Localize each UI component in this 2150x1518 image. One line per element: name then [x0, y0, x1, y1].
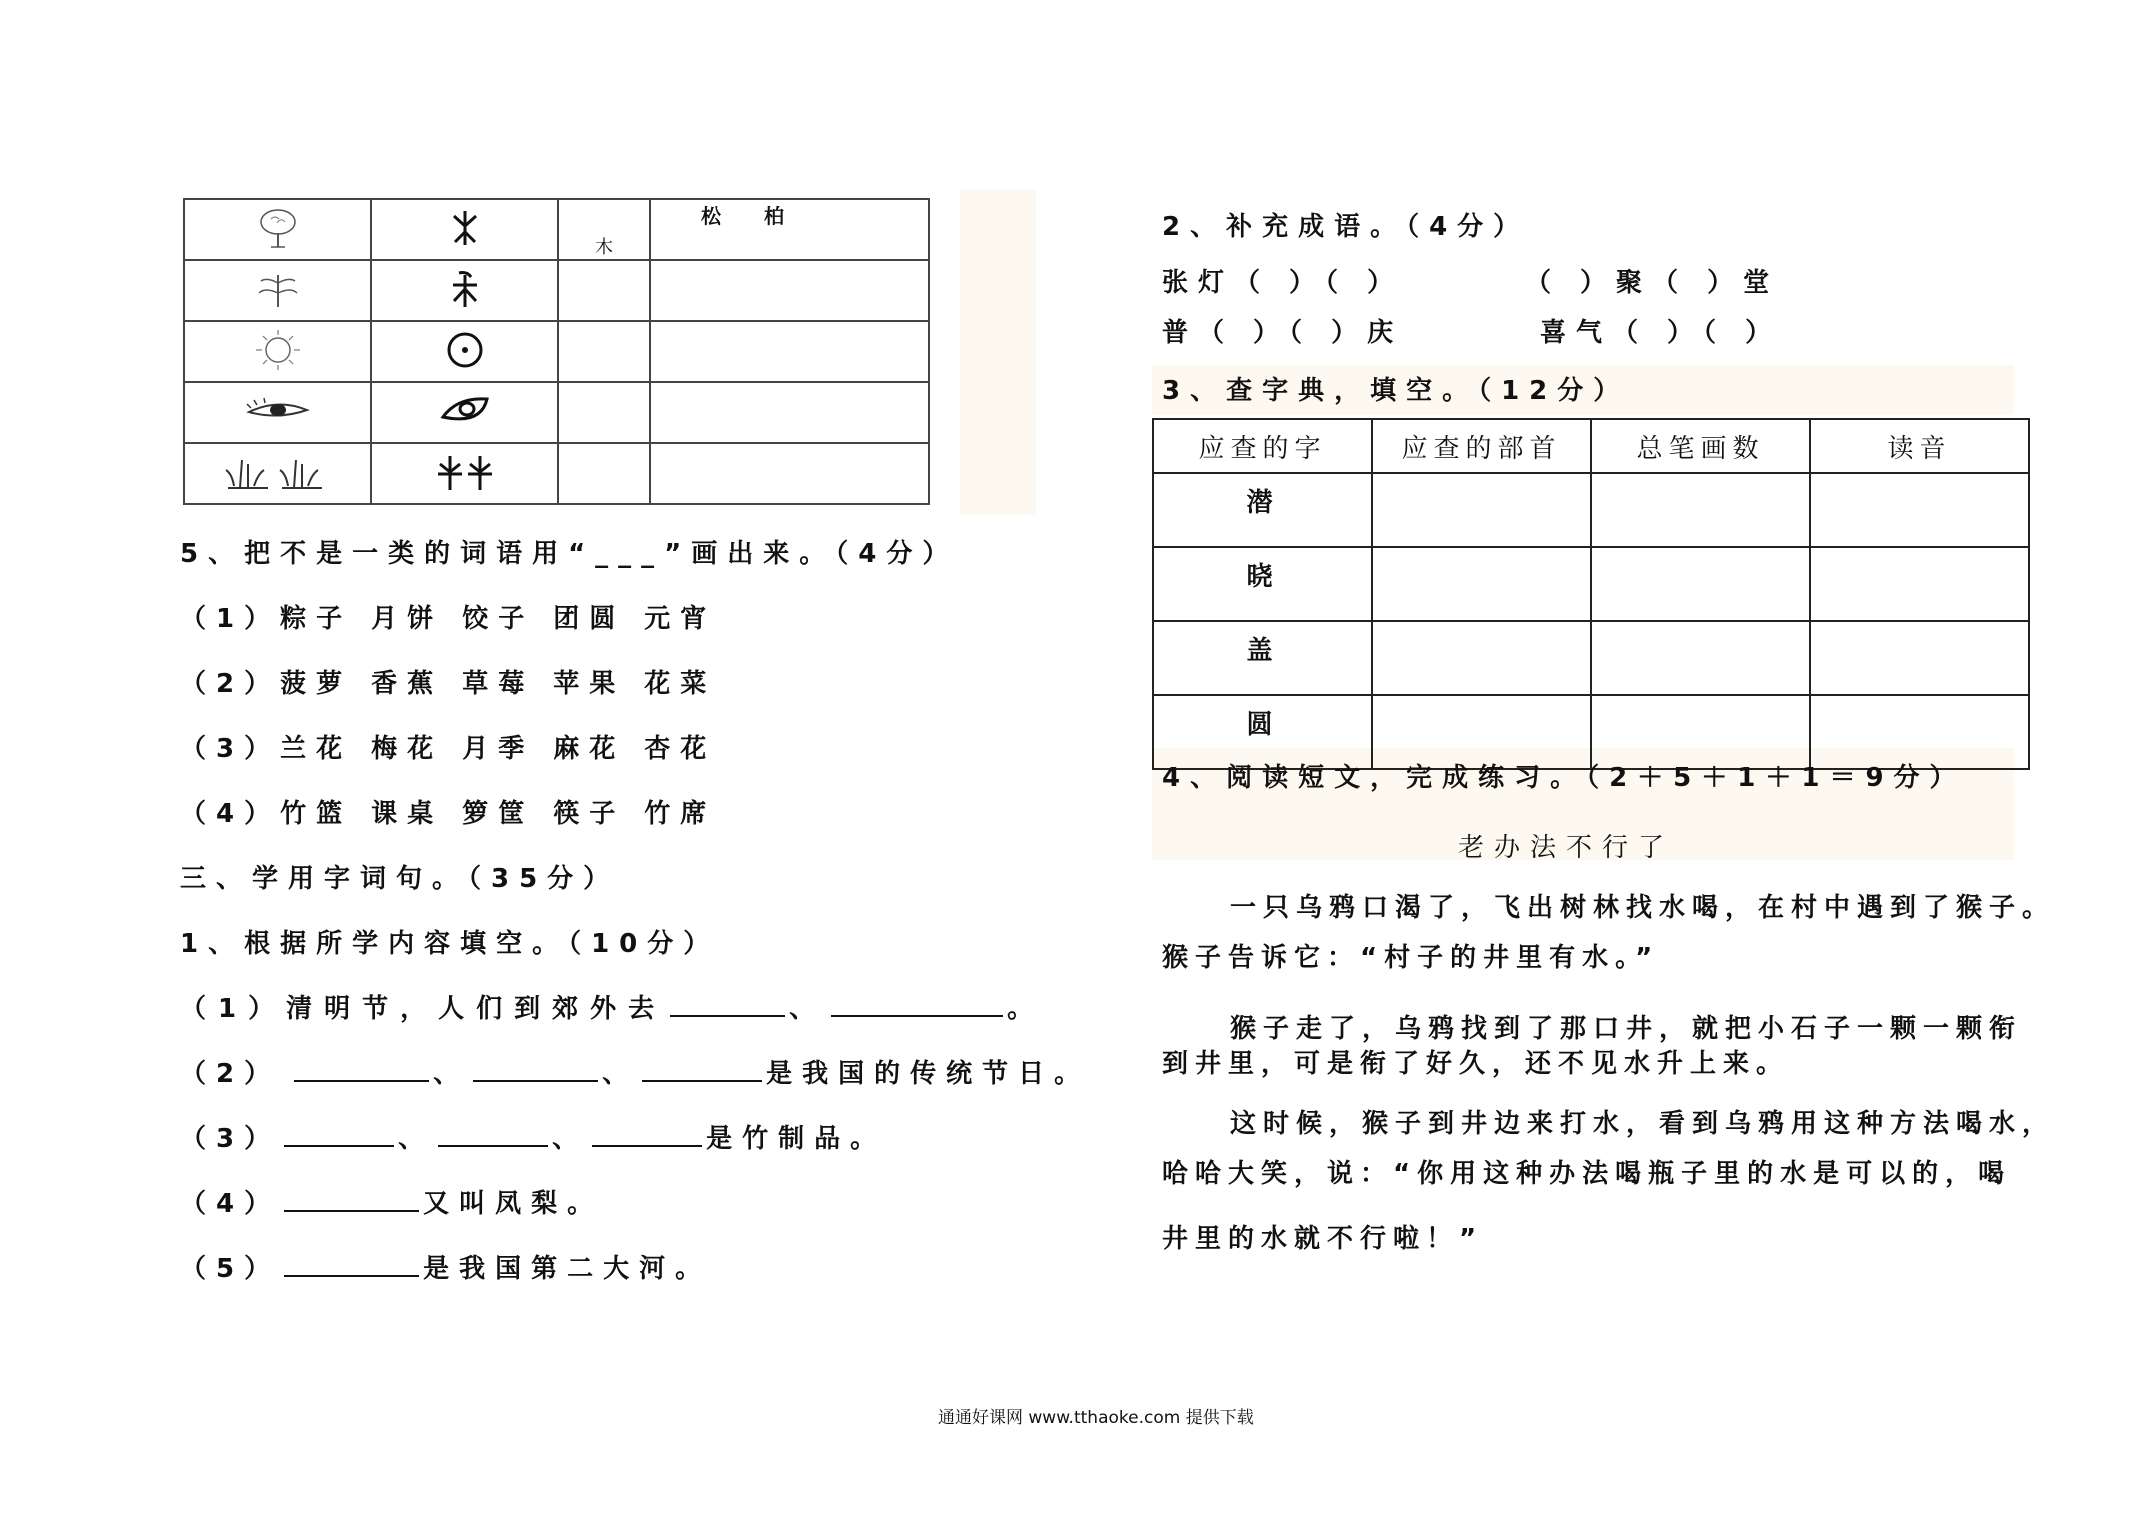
ancient-he-glyph [445, 269, 485, 309]
ancient-mu-glyph [445, 208, 485, 248]
story-paragraph-1-line-1: 一只乌鸦口渴了，飞出树林找水喝，在村中遇到了猴子。 [1230, 893, 2056, 923]
query-character: 潜 [1153, 473, 1372, 547]
ancient-glyph-cell [371, 260, 558, 321]
fill-line-5 [180, 1248, 711, 1285]
blank-cell[interactable] [650, 443, 929, 504]
idiom-3: 普（ ）（ ）庆 [1162, 318, 1404, 348]
story-paragraph-3-line-3: 井里的水就不行啦！” [1162, 1224, 1484, 1254]
answer-cell[interactable] [1591, 473, 1810, 547]
word-group-2: （2）菠萝 香蕉 草莓 苹果 花菜 [180, 669, 717, 699]
answer-cell[interactable] [1591, 547, 1810, 621]
separator: 、 [602, 1059, 639, 1089]
table-row [1153, 547, 2029, 621]
table-row [1153, 473, 2029, 547]
fill-line-text: （3） [180, 1124, 281, 1154]
blank-cell[interactable] [558, 443, 650, 504]
question-1-title: 1、根据所学内容填空。（10分） [180, 929, 720, 959]
idiom-2: （ ）聚（ ）堂 [1525, 268, 1780, 298]
answer-blank[interactable] [831, 989, 1003, 1017]
story-paragraph-2-line-2: 到井里，可是衔了好久，还不见水升上来。 [1162, 1049, 1790, 1079]
column-header: 应查的部首 [1372, 419, 1591, 473]
fill-line-text: （1）清明节，人们到郊外去 [180, 994, 667, 1024]
idiom-1: 张灯（ ）（ ） [1162, 268, 1404, 298]
line-end: 。 [1007, 994, 1046, 1024]
grass-icon [218, 452, 338, 492]
separator: 、 [398, 1124, 435, 1154]
column-header: 读音 [1810, 419, 2029, 473]
fill-line-1 [180, 988, 1045, 1025]
seedling-icon [253, 269, 303, 309]
answer-blank[interactable] [670, 989, 785, 1017]
section-3-title: 三、学用字词句。（35分） [180, 864, 620, 894]
fill-line-3 [180, 1118, 886, 1155]
answer-blank[interactable] [592, 1119, 702, 1147]
story-paragraph-3-line-1: 这时候，猴子到井边来打水，看到乌鸦用这种方法喝水， [1230, 1109, 2056, 1139]
blank-cell[interactable] [558, 260, 650, 321]
answer-cell[interactable] [1810, 621, 2029, 695]
question-5-title: 5、把不是一类的词语用“___”画出来。（4分） [180, 539, 959, 569]
answer-cell[interactable] [1810, 473, 2029, 547]
picture-cell [184, 321, 371, 382]
word-group-3: （3）兰花 梅花 月季 麻花 杏花 [180, 734, 717, 764]
separator: 、 [433, 1059, 470, 1089]
eye-icon [243, 396, 313, 426]
fill-line-4 [180, 1183, 603, 1220]
line-end: 是竹制品。 [706, 1124, 887, 1154]
blank-cell[interactable] [558, 321, 650, 382]
separator: 、 [552, 1124, 589, 1154]
story-title: 老办法不行了 [1458, 833, 1675, 863]
answer-blank[interactable] [473, 1054, 598, 1082]
line-end: 又叫凤梨。 [423, 1189, 604, 1219]
page-footer: 通通好课网 www.tthaoke.com 提供下载 [938, 1408, 1254, 1428]
shade-block [960, 190, 1036, 515]
fill-line-2 [180, 1053, 1090, 1090]
answer-cell[interactable] [1810, 547, 2029, 621]
header-mu: 木 [595, 237, 613, 258]
tree-icon [253, 207, 303, 249]
ancient-cao-glyph [430, 452, 500, 492]
query-character: 盖 [1153, 621, 1372, 695]
fill-line-text: （4） [180, 1189, 281, 1219]
ancient-mu-eye-glyph [437, 391, 493, 431]
blank-cell[interactable] [650, 321, 929, 382]
idiom-4: 喜气（ ）（ ） [1540, 318, 1782, 348]
query-character: 圆 [1153, 695, 1372, 769]
answer-cell[interactable] [1372, 473, 1591, 547]
blank-cell[interactable] [650, 260, 929, 321]
separator: 、 [789, 994, 828, 1024]
picture-cell [184, 382, 371, 443]
table-header-row [1153, 419, 2029, 473]
picture-cell [184, 199, 371, 260]
picture-cell [184, 443, 371, 504]
ancient-glyph-cell [371, 382, 558, 443]
table-row [184, 199, 929, 260]
blank-cell[interactable] [650, 382, 929, 443]
dictionary-table [1152, 418, 2030, 770]
question-3-title: 3、查字典，填空。（12分） [1162, 376, 1630, 406]
story-paragraph-3-line-2: 哈哈大笑，说：“你用这种办法喝瓶子里的水是可以的，喝 [1162, 1159, 2012, 1189]
table-row [184, 260, 929, 321]
answer-cell[interactable] [1372, 547, 1591, 621]
picture-cell [184, 260, 371, 321]
query-character: 晓 [1153, 547, 1372, 621]
answer-blank[interactable] [284, 1119, 394, 1147]
header-cell [558, 199, 650, 260]
answer-blank[interactable] [284, 1184, 419, 1212]
answer-cell[interactable] [1591, 621, 1810, 695]
fill-line-text: （5） [180, 1254, 281, 1284]
table-row [184, 382, 929, 443]
answer-blank[interactable] [642, 1054, 762, 1082]
table-row [184, 321, 929, 382]
table-row [1153, 621, 2029, 695]
line-end: 是我国第二大河。 [423, 1254, 712, 1284]
word-group-4: （4）竹篮 课桌 箩筐 筷子 竹席 [180, 799, 717, 829]
answer-cell[interactable] [1372, 621, 1591, 695]
answer-blank[interactable] [284, 1249, 419, 1277]
sun-icon [248, 328, 308, 372]
picture-character-table [183, 198, 930, 505]
word-group-1: （1）粽子 月饼 饺子 团圆 元宵 [180, 604, 717, 634]
question-2-title: 2、补充成语。（4分） [1162, 212, 1530, 242]
ancient-ri-glyph [443, 330, 487, 370]
answer-blank[interactable] [438, 1119, 548, 1147]
column-header: 应查的字 [1153, 419, 1372, 473]
ancient-glyph-cell [371, 199, 558, 260]
header-cell [650, 199, 929, 260]
story-paragraph-2-line-1: 猴子走了，乌鸦找到了那口井，就把小石子一颗一颗衔 [1230, 1014, 2023, 1044]
line-end: 是我国的传统节日。 [766, 1059, 1091, 1089]
ancient-glyph-cell [371, 321, 558, 382]
answer-blank[interactable] [294, 1054, 429, 1082]
column-header: 总笔画数 [1591, 419, 1810, 473]
header-song-bai: 松 柏 [701, 204, 802, 228]
fill-line-text: （2） [180, 1059, 281, 1089]
ancient-glyph-cell [371, 443, 558, 504]
story-paragraph-1-line-2: 猴子告诉它：“村子的井里有水。” [1162, 943, 1660, 973]
question-4-title: 4、阅读短文，完成练习。（2＋5＋1＋1＝9分） [1162, 763, 1966, 793]
blank-cell[interactable] [558, 382, 650, 443]
table-row [184, 443, 929, 504]
